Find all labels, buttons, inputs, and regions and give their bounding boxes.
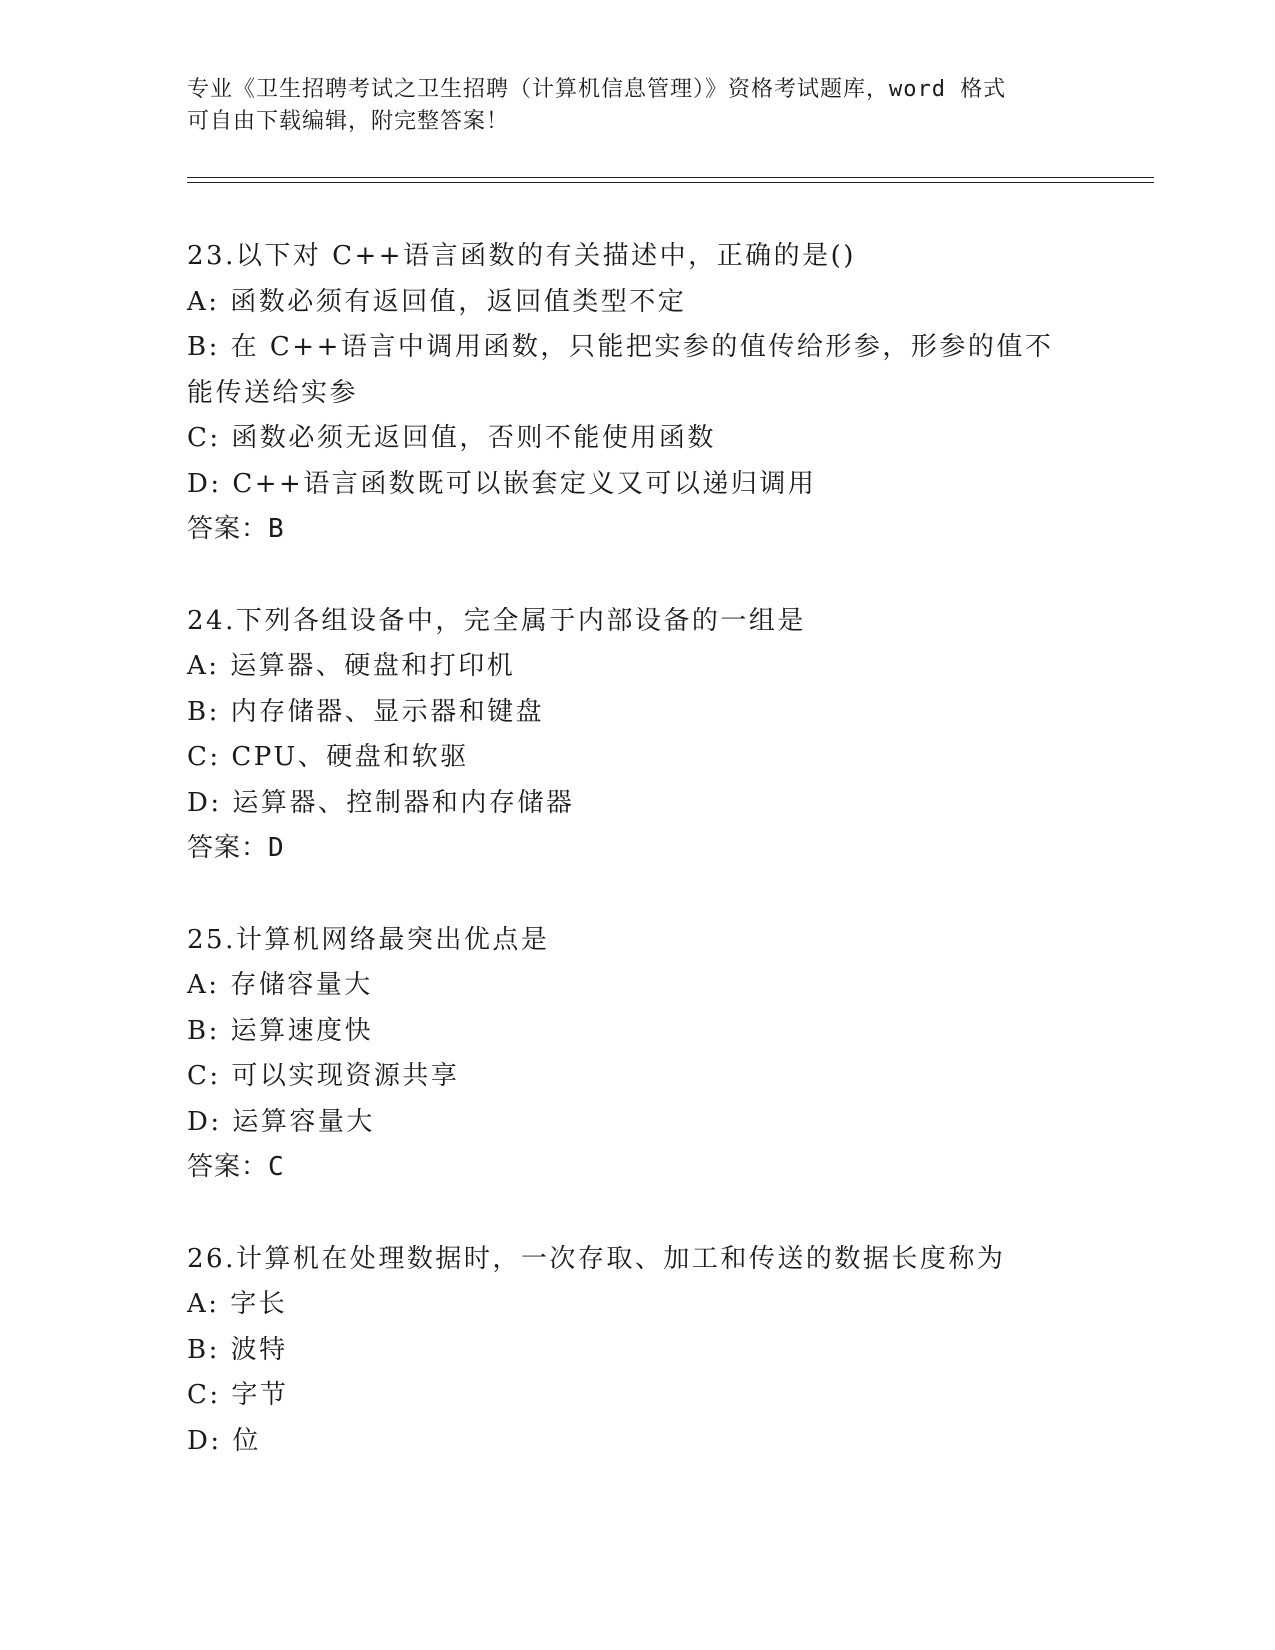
option-d: D: 位 [187, 1425, 261, 1456]
option-b: B: 运算速度快 [187, 1015, 374, 1046]
document-header [187, 74, 1067, 138]
header-line-2: 可自由下载编辑，附完整答案！ [187, 109, 510, 134]
option-a: A: 函数必须有返回值，返回值类型不定 [187, 286, 687, 317]
header-divider-bottom [187, 182, 1154, 183]
option-c: C: CPU、硬盘和软驱 [187, 742, 469, 772]
question-list [187, 234, 1087, 1510]
question-24 [187, 599, 1087, 872]
question-25 [187, 918, 1087, 1191]
option-b: B: 内存储器、显示器和键盘 [187, 696, 545, 727]
option-c: C: 可以实现资源共享 [187, 1061, 460, 1091]
header-divider-top [187, 177, 1154, 178]
option-d: D: 运算器、控制器和内存储器 [187, 787, 575, 818]
question-stem: 26.计算机在处理数据时，一次存取、加工和传送的数据长度称为 [187, 1243, 1006, 1274]
option-a: A: 字长 [187, 1289, 288, 1319]
answer-label: 答案：C [187, 1152, 285, 1182]
option-d: D: C++语言函数既可以嵌套定义又可以递归调用 [187, 468, 817, 499]
header-line-1: 专业《卫生招聘考试之卫生招聘（计算机信息管理）》资格考试题库，word 格式 [187, 77, 1007, 102]
question-stem: 25.计算机网络最突出优点是 [187, 924, 550, 955]
option-a: A: 运算器、硬盘和打印机 [187, 651, 516, 681]
option-b: B: 波特 [187, 1334, 288, 1365]
question-23 [187, 234, 1087, 553]
option-d: D: 运算容量大 [187, 1106, 375, 1137]
question-stem: 24.下列各组设备中，完全属于内部设备的一组是 [187, 605, 806, 636]
answer-label: 答案：D [187, 833, 285, 863]
question-26 [187, 1237, 1087, 1465]
option-c: C: 函数必须无返回值，否则不能使用函数 [187, 423, 716, 453]
answer-label: 答案：B [187, 514, 285, 544]
question-stem: 23.以下对 C++语言函数的有关描述中，正确的是() [187, 241, 856, 271]
option-a: A: 存储容量大 [187, 970, 373, 1000]
option-c: C: 字节 [187, 1380, 289, 1410]
option-b: B: 在 C++语言中调用函数，只能把实参的值传给形参，形参的值不能传送给实参 [187, 332, 1054, 408]
